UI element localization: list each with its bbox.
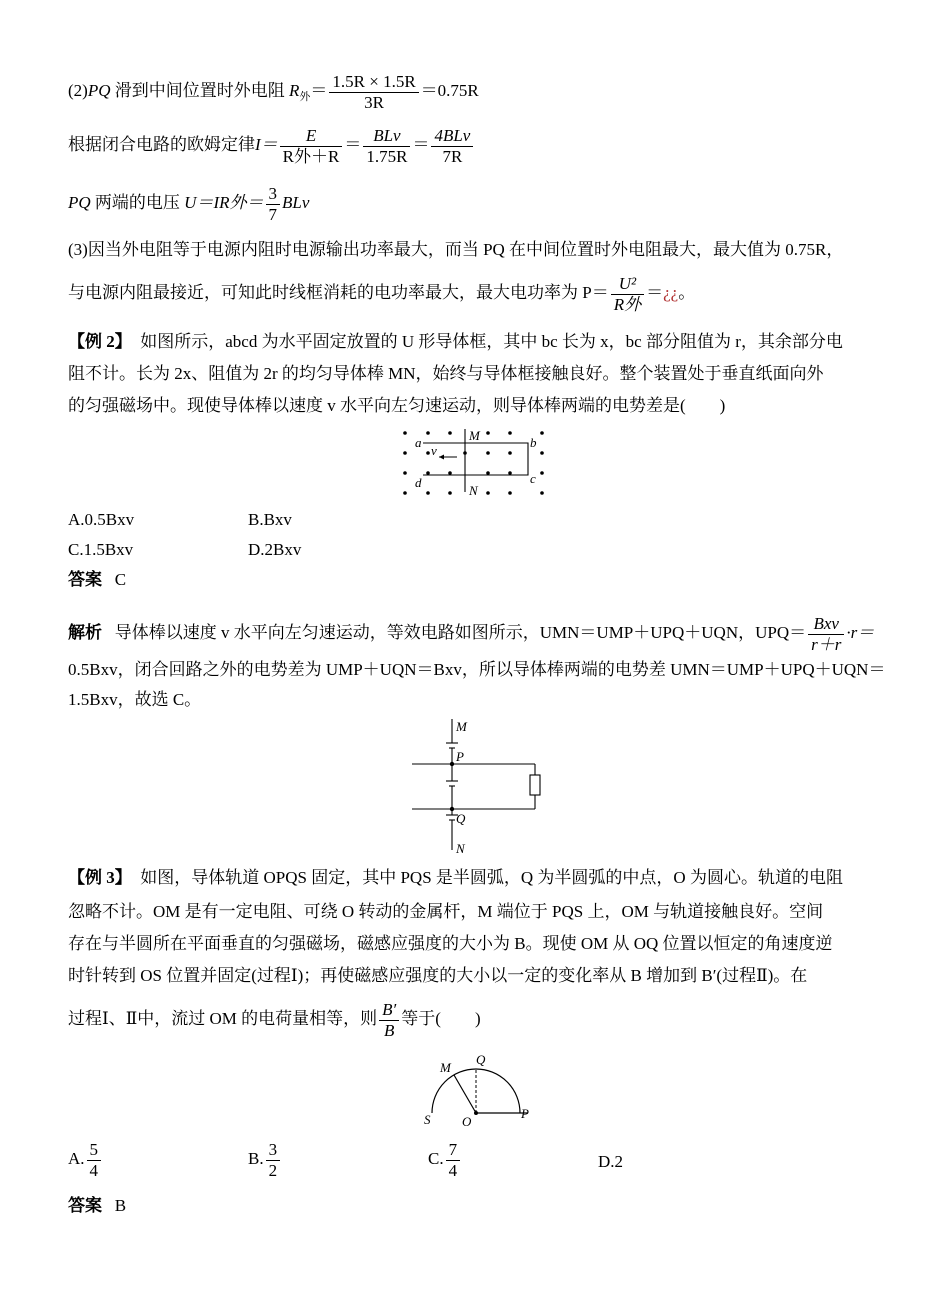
part2-line: [68, 72, 479, 112]
ohm-fraction-2: [363, 126, 410, 166]
option-a[interactable]: A.0.5Bxv: [68, 510, 135, 529]
option-d[interactable]: D.2Bxv: [248, 540, 302, 559]
opt-c-den: 4: [446, 1160, 461, 1181]
opt-c-prefix: C.: [428, 1148, 444, 1168]
opt-a-den: 4: [87, 1160, 102, 1181]
part2-label: (2): [68, 80, 88, 100]
analysis-line1: [68, 614, 874, 654]
semicircle-figure: [418, 1050, 538, 1130]
v-num: 3: [268, 184, 277, 203]
example3-answer: [68, 1196, 126, 1216]
example2-tag: 【例 2】: [68, 332, 132, 351]
rext-result: ＝0.75R: [420, 80, 479, 100]
power-fraction: [611, 274, 644, 314]
part3-line2: [68, 274, 695, 314]
ex3-option-b[interactable]: [248, 1140, 282, 1180]
f3-num: 4BLv: [434, 126, 471, 145]
opt-a-num: 5: [89, 1140, 99, 1159]
label-v: v: [431, 443, 437, 458]
circuit-label-p: P: [456, 749, 464, 764]
voltage-text: 两端的电压: [94, 192, 180, 212]
example3-text5b: 等于( ): [401, 1008, 481, 1028]
p-num: U²: [618, 274, 637, 293]
i-symbol: I＝: [255, 134, 278, 154]
f2-num: BLv: [373, 126, 401, 145]
example3-line5: [68, 1000, 481, 1040]
example2-line3: 的匀强磁场中。现使导体棒以速度 v 水平向左匀速运动，则导体棒两端的电势差是( ): [68, 396, 726, 415]
example3-text5: 过程Ⅰ、Ⅱ中，流过 OM 的电荷量相等，则: [68, 1008, 378, 1028]
pq-symbol: PQ: [68, 192, 91, 212]
analysis-label: 解析: [68, 622, 102, 642]
example2-line1: [68, 332, 843, 352]
garbled-text: ¿¿: [663, 282, 679, 302]
label-n: N: [469, 483, 478, 498]
fig-label-m: M: [440, 1060, 451, 1075]
f2-den: 1.75R: [363, 146, 410, 167]
v-den: 7: [266, 204, 281, 225]
opt-c-fraction: [446, 1140, 461, 1180]
voltage-fraction: [266, 184, 281, 224]
label-b: b: [530, 435, 537, 450]
upq-tail: ·r＝: [846, 622, 875, 642]
opt-b-prefix: B.: [248, 1148, 264, 1168]
f1-den: R外＋R: [280, 146, 343, 167]
eq-sign: ＝: [310, 80, 328, 100]
fig-label-s: S: [424, 1112, 431, 1127]
analysis-line3: 1.5Bxv，故选 C。: [68, 690, 202, 709]
fig-label-o: O: [462, 1114, 472, 1129]
example3-line1: [68, 868, 843, 888]
example2-text1: 如图所示，abcd 为水平固定放置的 U 形导体框，其中 bc 长为 x，bc 部分阻值为 r，其余部分电: [140, 332, 843, 351]
ex3-option-d[interactable]: D.2: [598, 1152, 624, 1171]
example2-answer: [68, 570, 126, 590]
p-den: R外: [611, 294, 644, 315]
opt-c-num: 7: [448, 1140, 458, 1159]
rod-om: [454, 1075, 476, 1113]
frac-num: 1.5R × 1.5R: [332, 72, 416, 91]
ratio-den: B: [379, 1020, 399, 1041]
fig-label-q: Q: [476, 1052, 486, 1067]
analysis-line2: 0.5Bxv，闭合回路之外的电势差为 UMP＋UQN＝Bxv，所以导体棒两端的电势差 UMN＝UMP＋UPQ＋UQN＝: [68, 660, 886, 679]
ex3-option-c[interactable]: [428, 1140, 462, 1180]
option-b[interactable]: B.Bxv: [248, 510, 292, 529]
answer-label: 答案: [68, 1196, 102, 1215]
part2-text: 滑到中间位置时外电阻: [114, 80, 285, 100]
opt-b-den: 2: [266, 1160, 281, 1181]
example2-line2: 阻不计。长为 2x、阻值为 2r 的均匀导体棒 MN，始终与导体框接触良好。整个装置处于垂直纸面向外: [68, 364, 824, 383]
pq-symbol: PQ: [87, 80, 111, 100]
example3-line4: 时针转到 OS 位置并固定(过程Ⅰ)；再使磁感应强度的大小以一定的变化率从 B 增加到 B′(过程Ⅱ)。在: [68, 966, 808, 985]
option-c[interactable]: C.1.5Bxv: [68, 540, 134, 559]
part3-line1: (3)因当外电阻等于电源内阻时电源输出功率最大，而当 PQ 在中间位置时外电阻最大，最大值为 0.75R，: [68, 240, 844, 259]
rext-symbol: R: [289, 80, 300, 100]
ohm-fraction-3: [431, 126, 473, 166]
circuit-label-n: N: [456, 841, 465, 856]
rext-fraction: [329, 72, 418, 112]
ohm-fraction-1: [280, 126, 343, 166]
opt-b-fraction: [266, 1140, 281, 1180]
upq-fraction: [808, 614, 844, 654]
opt-b-num: 3: [268, 1140, 278, 1159]
answer-value: C: [114, 570, 127, 589]
answer-label: 答案: [68, 570, 102, 589]
label-m: M: [469, 428, 480, 443]
u-frame: [423, 443, 528, 475]
equivalent-circuit: [410, 715, 560, 860]
voltage-tail: BLv: [282, 192, 310, 212]
power-eq: ＝: [646, 282, 664, 302]
upq-num: Bxv: [813, 614, 839, 633]
circuit-label-q: Q: [456, 811, 466, 826]
period: 。: [678, 282, 696, 302]
ohm-line: 根据闭合电路的欧姆定律I＝ $\frac{E}{\text{R外＋R}}$ ＝ $\frac{\text{BLv}}{1.75R}$ ＝ $\frac{\text{4BLv}}{7R}$: [68, 126, 475, 166]
frac-den: 3R: [329, 92, 418, 113]
ohm-text: 根据闭合电路的欧姆定律: [68, 134, 255, 154]
u-frame-figure: [395, 425, 555, 500]
ex3-option-a[interactable]: [68, 1140, 103, 1180]
example3-line3: 存在与半圆所在平面垂直的匀强磁场，磁感应强度的大小为 B。现使 OM 从 OQ 位置以恒定的角速度逆: [68, 934, 833, 953]
example3-text1: 如图，导体轨道 OPQS 固定，其中 PQS 是半圆弧，Q 为半圆弧的中点，O 为圆心。轨道的电阻: [140, 868, 843, 887]
rext-sub: 外: [299, 90, 311, 103]
part3-text: 与电源内阻最接近，可知此时线框消耗的电功率最大，最大电功率为 P＝: [68, 282, 609, 302]
label-a: a: [415, 435, 422, 450]
f3-den: 7R: [431, 146, 473, 167]
answer-value: B: [114, 1196, 127, 1215]
fig-label-p: P: [521, 1106, 529, 1121]
label-c: c: [530, 471, 536, 486]
ratio-num: B′: [382, 1000, 397, 1019]
voltage-eq: U＝IR外＝: [184, 192, 264, 212]
circuit-label-m: M: [456, 719, 467, 734]
b-ratio-fraction: [379, 1000, 399, 1040]
opt-a-prefix: A.: [68, 1148, 85, 1168]
f1-num: E: [305, 126, 317, 145]
example3-line2: 忽略不计。OM 是有一定电阻、可绕 O 转动的金属杆，M 端位于 PQS 上，OM 与轨道接触良好。空间: [68, 902, 824, 921]
upq-den: r＋r: [808, 634, 844, 655]
analysis-text1: 导体棒以速度 v 水平向左匀速运动，等效电路如图所示，UMN＝UMP＋UPQ＋UQN，UPQ＝: [114, 622, 807, 642]
example3-tag: 【例 3】: [68, 868, 132, 887]
voltage-line: [68, 184, 309, 224]
label-d: d: [415, 475, 422, 490]
opt-a-fraction: [87, 1140, 102, 1180]
